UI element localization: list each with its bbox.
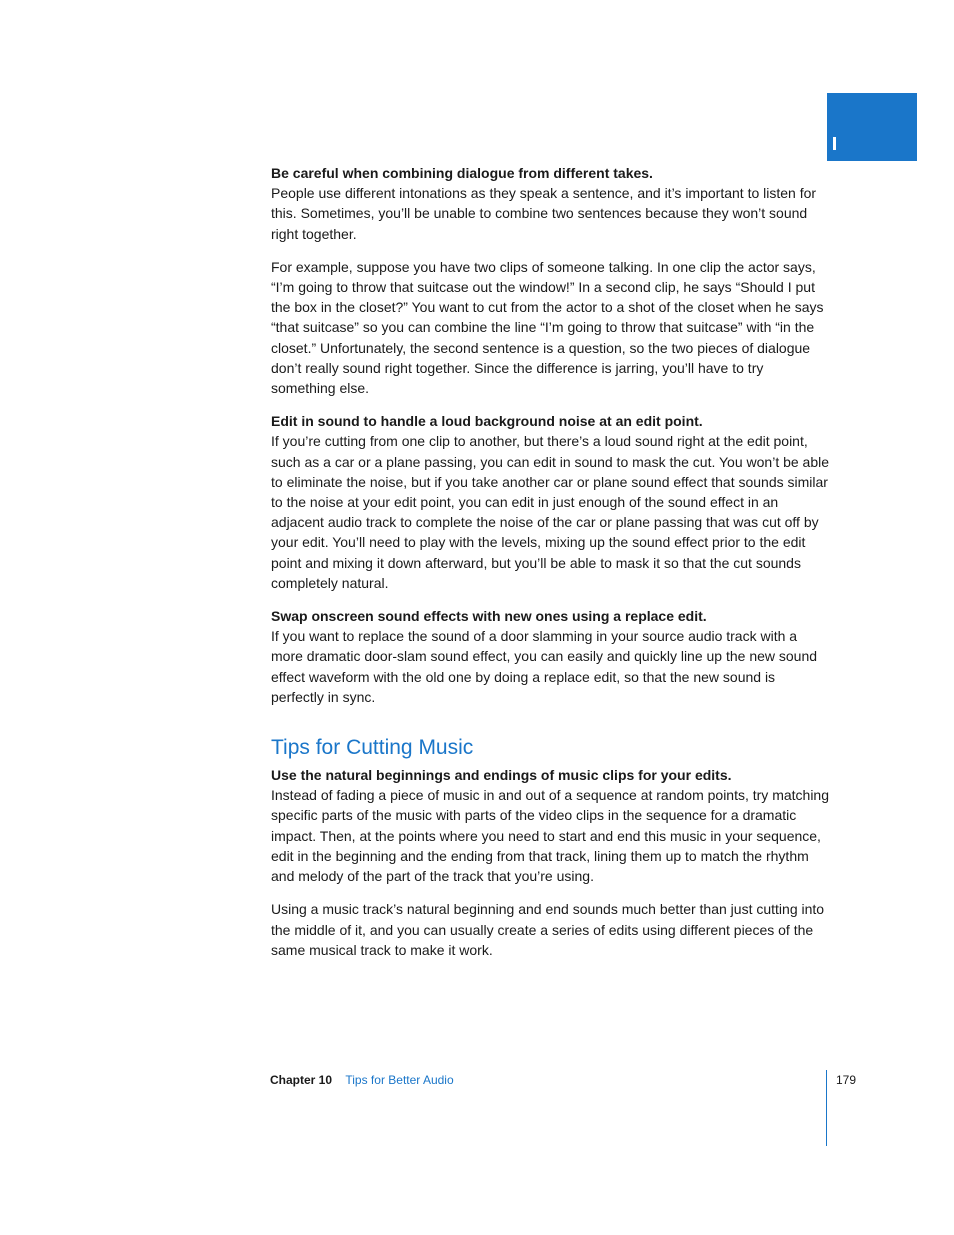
tip-replace-edit <box>271 606 831 707</box>
tip-body: Using a music track’s natural beginning and end sounds much better than just cutting into the middle of it, and you can usually create a series of edits using different pieces of the same musical track to make it work. <box>271 901 825 958</box>
tip-body: Instead of fading a piece of music in and out of a sequence at random points, try matching specific parts of the music with parts of the video clips in the sequence for a dramatic impact. Then, at the points where you need to start and end this music in your sequence, edit in the beginning and the ending from that track, lining them up to match the rhythm and melody of the part of the track that you’re using. <box>271 787 830 885</box>
tip-dialogue-takes <box>271 163 831 244</box>
tip-background-noise <box>271 411 831 593</box>
tip-body: People use different intonations as they speak a sentence, and it’s important to listen for this. Sometimes, you’ll be unable to combine two sentences because they won’t sound right together. <box>271 185 817 242</box>
page-footer <box>270 1072 454 1088</box>
footer-chapter-label: Chapter 10 <box>270 1073 333 1087</box>
page-number: 179 <box>836 1073 857 1087</box>
tip-dialogue-example <box>271 257 831 398</box>
footer-chapter-title: Tips for Better Audio <box>345 1073 454 1087</box>
page-content <box>271 163 831 973</box>
tip-body: If you want to replace the sound of a door slamming in your source audio track with a more dramatic door-slam sound effect, you can easily and quickly line up the new sound effect waveform with the old one by doing a replace edit, so that the new sound is perfectly in sync. <box>271 628 818 705</box>
tip-music-edits <box>271 765 831 886</box>
tip-heading: Edit in sound to handle a loud background noise at an edit point. <box>271 413 703 430</box>
section-heading: Tips for Cutting Music <box>271 736 474 760</box>
tip-heading: Swap onscreen sound effects with new ones using a replace edit. <box>271 608 707 625</box>
footer-divider <box>826 1070 827 1146</box>
tip-music-natural <box>271 899 831 960</box>
tip-body: If you’re cutting from one clip to another, but there’s a loud sound right at the edit point, such as a car or a plane passing, you can edit in sound to mask the cut. You won’t be able to eliminate the noise, but if you take another car or plane sound effect that sounds similar to the noise at your edit point, you can edit in just enough of the sound effect in an adjacent audio track to complete the noise of the car or plane passing that was cut off by your edit. You’ll need to play with the levels, mixing up the sound effect prior to the edit point and mixing it down afterward, but you’ll be able to mask it so that the cut sounds completely natural. <box>271 433 830 591</box>
tip-body: For example, suppose you have two clips of someone talking. In one clip the actor says, “I’m going to throw that suitcase out the window!” In a second clip, he says “Should I put the box in the closet?” You want to cut from the actor to a shot of the closet when he says “that suitcase” so you can combine the line “I’m going to throw that suitcase” with “in the closet.” Unfortunately, the second sentence is a question, so the two pieces of dialogue don’t really sound right together. Since the difference is jarring, you’ll have to try something else. <box>271 258 824 397</box>
tip-heading: Be careful when combining dialogue from different takes. <box>271 165 653 181</box>
tip-heading: Use the natural beginnings and endings of music clips for your edits. <box>271 767 732 784</box>
chapter-tab-mark <box>833 137 836 150</box>
chapter-tab <box>827 93 917 161</box>
